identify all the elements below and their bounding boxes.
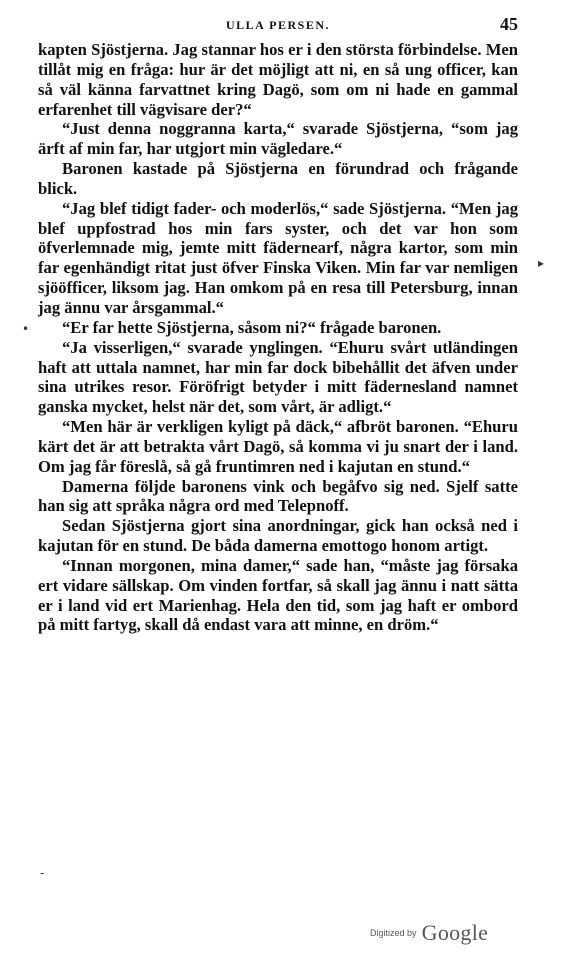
paragraph: “Men här är verkligen kyligt på däck,“ afbröt baronen. “Ehuru kärt det är att betrakta vårt Dagö, så komma vi ju snart der i land. Om jag får föreslå, så gå fruntimren ned i kajutan en stund.“	[38, 417, 518, 476]
paragraph: Damerna följde baronens vink och begåfvo sig ned. Sjelf satte han sig att språka några ord med Telepnoff.	[38, 476, 518, 516]
watermark-prefix: Digitized by	[370, 928, 417, 938]
paragraph: “Just denna noggranna karta,“ svarade Sjöstjerna, “som jag ärft af min far, har utgjort min vägledare.“	[38, 119, 518, 159]
running-head: ULLA PERSEN.	[225, 18, 331, 32]
paragraph: “Innan morgonen, mina damer,“ sade han, “måste jag försaka ert vidare sällskap. Om vinden fortfar, så skall jag ännu i natt sätta er i land vid ert Marienhag. Hela den tid, som jag haft er ombord på mitt fartyg, skall då endast vara att minne, en dröm.“	[38, 555, 518, 635]
digitized-watermark	[370, 920, 488, 946]
margin-dash-icon: -	[40, 866, 45, 880]
margin-mark-icon: ▸	[538, 256, 545, 270]
page-number: 45	[500, 14, 518, 34]
paragraph: “Ja visserligen,“ svarade ynglingen. “Ehuru svårt utländingen haft att uttala namnet, har min far dock bibehållit det äfven under sina utrikes resor. Föröfrigt betyder i mitt fädernesland namnet ganska mycket, helst när det, som vårt, är adligt.“	[38, 337, 518, 417]
paragraph: “Jag blef tidigt fader- och moderlös,“ sade Sjöstjerna. “Men jag blef uppfostrad hos min fars syster, och det var hon som öfverlemnade mig, jemte mitt fädernearf, några kartor, som min far egenhändigt ritat just öfver Finska Viken. Min far var nemligen sjööfficer, liksom jag. Han omkom på en resa till Petersburg, innan jag ännu var årsgammal.“	[38, 198, 518, 317]
page-header	[38, 14, 518, 36]
paragraph: Baronen kastade på Sjöstjerna en förundrad och frågande blick.	[38, 159, 518, 198]
paragraph: “Er far hette Sjöstjerna, såsom ni?“ frågade baronen.	[62, 317, 442, 337]
margin-dot-icon: •	[22, 322, 30, 336]
body-text	[38, 40, 518, 635]
paragraph: kapten Sjöstjerna. Jag stannar hos er i den största förbindelse. Men tillåt mig en fråga: hur är det möjligt att ni, en så ung officer, kan så väl känna farvattnet kring Dagö, som om ni hade en gammal erfarenhet till vägvisare der?“	[38, 40, 518, 119]
google-logo: Google	[421, 920, 489, 945]
paragraph: Sedan Sjöstjerna gjort sina anordningar, gick han också ned i kajutan för en stund. De båda damerna emottogo honom artigt.	[38, 516, 518, 556]
